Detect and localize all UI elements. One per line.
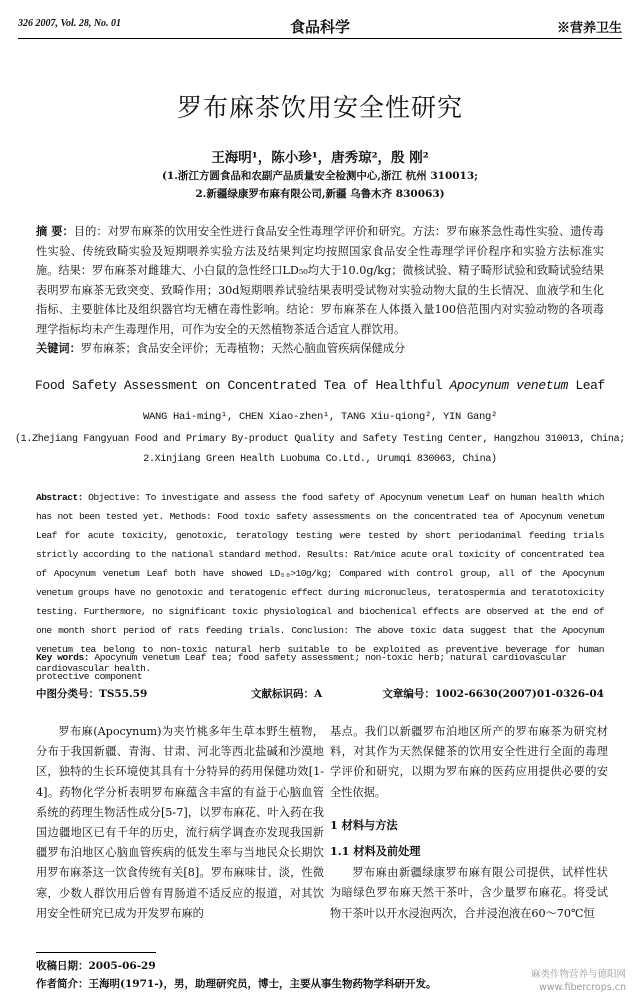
title-en-species: Apocynum venetum — [449, 378, 568, 393]
journal-name: 食品科学 — [289, 18, 350, 36]
abstract-cn-text: 目的：对罗布麻茶的饮用安全性进行食品安全性毒理学评价和研究。方法：罗布麻茶急性毒性实验、遗传毒性实验、传统致畸实验及短期喂养实验方法及结果判定均按照国家食品安全性毒理学评价程序和实验方法标准实施。结果：罗布麻茶对雌雄大、小白鼠的急性经口LD₅₀均大于10.0g/kg；微核试验、精子畸形试验和致畸试验结果表明罗布麻茶无致突变、致畸作用；30d短期喂养试验结果表明受试物对实验动物大鼠的生长情况、血液学和生化指标、主要脏体比及组织器官均无槽在毒性影响。结论：罗布麻茶在人体摄入量100倍范围内对实验动物的各项毒理学指标均未产生毒理作用，可作为安全的天然植物茶适合适宜人群饮用。 — [36, 225, 604, 336]
keywords-en-label: Key words: — [36, 652, 90, 663]
section-heading-1-1: 1.1 材料及前处理 — [330, 844, 421, 859]
site-watermark — [531, 968, 626, 994]
clc-number: 中图分类号：TS55.59 — [36, 688, 148, 700]
affiliation-cn-1: (1.浙江方圆食品和农副产品质量安全检测中心,浙江 杭州 310013; — [161, 170, 479, 182]
keywords-cn-label: 关键词： — [36, 341, 81, 355]
document-code: 文献标识码：A — [251, 688, 323, 700]
section-label: ※营养卫生 — [556, 21, 622, 36]
body-column-left — [36, 722, 324, 924]
watermark-line-1: 麻类作物营养与德阳网 — [530, 969, 626, 980]
body-column-right — [330, 722, 608, 924]
watermark-line-2: www.fibercrops.cn — [539, 982, 626, 993]
classification-row — [36, 686, 604, 702]
keywords-cn-text: 罗布麻茶；食品安全评价；无毒植物；天然心脑血管疾病保健成分 — [80, 342, 406, 355]
authors-cn: 王海明¹，陈小珍¹，唐秀琼²，殷 刚² — [211, 150, 429, 166]
keywords-cn — [36, 340, 604, 356]
authors-en: WANG Hai-ming¹, CHEN Xiao-zhen¹, TANG Xiu-qiong², YIN Gang² — [142, 411, 498, 423]
abstract-en-label: Abstract: — [36, 492, 83, 503]
page-title: 罗布麻茶饮用安全性研究 — [176, 93, 463, 122]
affiliation-cn-2: 2.新疆绿康罗布麻有限公司,新疆 乌鲁木齐 830063) — [195, 188, 445, 200]
article-number: 文章编号：1002-6630(2007)01-0326-04 — [382, 688, 604, 700]
footnote-author-bio: 作者简介：王海明(1971-)，男，助理研究员，博士，主要从事生物药物学科研开发。 — [36, 978, 437, 990]
abstract-cn-label: 摘 要： — [36, 224, 74, 238]
footnote-divider — [36, 952, 156, 953]
affiliation-en-1: (1.Zhejiang Fangyuan Food and Primary By-product Quality and Safety Testing Center, Hangzhou 310013, China; — [14, 434, 625, 445]
running-header — [18, 16, 622, 39]
section-heading-1: 1 材料与方法 — [330, 817, 398, 832]
intro-paragraph: 罗布麻(Apocynum)为夹竹桃多年生草本野生植物，分布于我国新疆、青海、甘肃、河北等西北盐碱和沙漠地区，独特的生长环境使其具有十分特异的药用保健功效[1-4]。药物化学分析表明罗布麻蕴含丰富的有益于心脑血管系统的药理生物活性成分[5-7]，以罗布麻花、叶入药在我国边疆地区已有千年的历史，流行病学调查亦发现我国新疆罗布泊地区心脑血管疾病的低发生率与当地民众长期饮用罗布麻茶这一饮食传统有关[8]。罗布麻味甘、淡，性微寒，少数人群饮用后曾有胃肠道不适反应的报道，对其饮用安全性研究已成为开发罗布麻的 — [36, 725, 324, 920]
abstract-en-text: Objective: To investigate and assess the food safety of Apocynum venetum Leaf on human health which has not been tested yet. Methods: Food toxic safety assessments on the concentrated tea of Apocynum venetum Leaf for acute toxicity, genotoxic, teratology testing were tested by short periodanimal feeding trials strictly according to the national standard method. Results: Rat/mice acute oral toxicity of concentrated tea of Apocynum venetum Leaf both have showed LD₅₀>10g/kg; Compared with control group, all of the Apocynum venetum groups have no genotoxic and teratogenic effect during micronucleus, teratospermia and teratotoxicity testing. Furthermore, no significant toxic physiological and biochenical effects are observed at the end of one month short period of rats feeding trials. Conclusion: The above toxic data suggest that the Apocynum venetum tea belong to non-toxic natural herb suitable to be exploited as preventive beverage for human cardiovascular health. — [36, 492, 604, 674]
intro-continuation: 基点。我们以新疆罗布泊地区所产的罗布麻茶为研究材料，对其作为天然保健茶的饮用安全性进行全面的毒理学评价和研究，以期为罗布麻的医药应用提供必要的安全性依据。 — [330, 725, 608, 799]
keywords-en — [36, 648, 604, 686]
footnote-received-date: 收稿日期：2005-06-29 — [36, 960, 156, 972]
materials-paragraph: 罗布麻由新疆绿康罗布麻有限公司提供，试样性状为暗绿色罗布麻天然干茶叶，含少量罗布麻花。将受试物干茶叶以开水浸泡两次，合并浸泡液在60～70℃恒 — [330, 866, 608, 920]
title-en-tail: Leaf — [567, 378, 605, 393]
journal-issue: 326 2007, Vol. 28, No. 01 — [18, 18, 122, 29]
title-en-main: Food Safety Assessment on Concentrated Tea of Healthful — [35, 378, 450, 393]
affiliation-en-2: 2.Xinjiang Green Health Luobuma Co.Ltd., Urumqi 830063, China) — [143, 454, 497, 465]
keywords-en-text: Apocynum venetum Leaf tea; food safety assessment; non-toxic herb; natural cardiovascular protective component — [36, 652, 567, 682]
abstract-cn — [36, 222, 604, 339]
title-en — [0, 378, 640, 393]
